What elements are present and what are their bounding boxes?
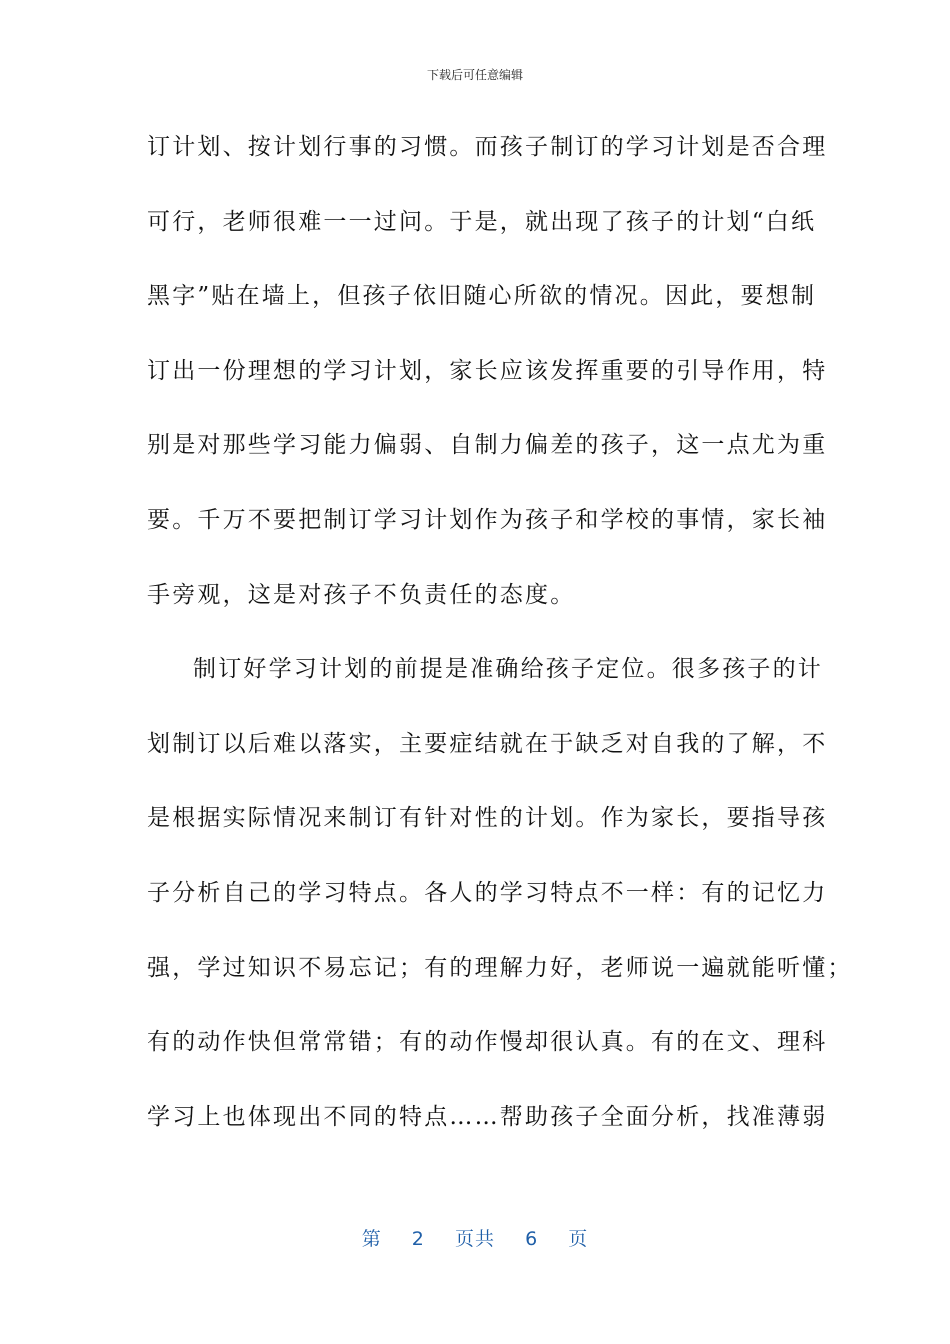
text-line: 学习上也体现出不同的特点……帮助孩子全面分析，找准薄弱 xyxy=(147,1103,828,1130)
page-footer xyxy=(0,1224,950,1251)
text-line: 可行，老师很难一一过问。于是，就出现了孩子的计划“白纸 xyxy=(147,208,817,235)
text-line: 有的动作快但常常错；有的动作慢却很认真。有的在文、理科 xyxy=(147,1029,828,1056)
footer-suffix: 页 xyxy=(568,1228,589,1250)
text-line: 要。千万不要把制订学习计划作为孩子和学校的事情，家长袖 xyxy=(147,506,828,533)
text-line: 是根据实际情况来制订有针对性的计划。作为家长，要指导孩 xyxy=(147,805,828,832)
document-body xyxy=(147,120,853,1164)
page-header: 下载后可任意编辑 xyxy=(426,68,523,82)
text-line: 订计划、按计划行事的习惯。而孩子制订的学习计划是否合理 xyxy=(147,134,828,160)
text-line: 黑字”贴在墙上，但孩子依旧随心所欲的情况。因此，要想制 xyxy=(147,283,817,310)
text-line: 子分析自己的学习特点。各人的学习特点不一样：有的记忆力 xyxy=(147,879,828,906)
text-line: 别是对那些学习能力偏弱、自制力偏差的孩子，这一点尤为重 xyxy=(147,432,828,459)
footer-prefix: 第 xyxy=(361,1228,382,1250)
paragraph-first-line: 制订好学习计划的前提是准确给孩子定位。很多孩子的计 xyxy=(193,656,823,683)
total-pages-number: 6 xyxy=(525,1228,539,1250)
text-line: 强，学过知识不易忘记；有的理解力好，老师说一遍就能听懂； xyxy=(147,954,853,981)
footer-middle: 页共 xyxy=(454,1228,495,1250)
current-page-number: 2 xyxy=(411,1228,425,1250)
text-line: 手旁观，这是对孩子不负责任的态度。 xyxy=(147,581,576,608)
text-line: 订出一份理想的学习计划，家长应该发挥重要的引导作用，特 xyxy=(147,357,828,384)
text-line: 划制订以后难以落实，主要症结就在于缺乏对自我的了解，不 xyxy=(147,730,828,757)
